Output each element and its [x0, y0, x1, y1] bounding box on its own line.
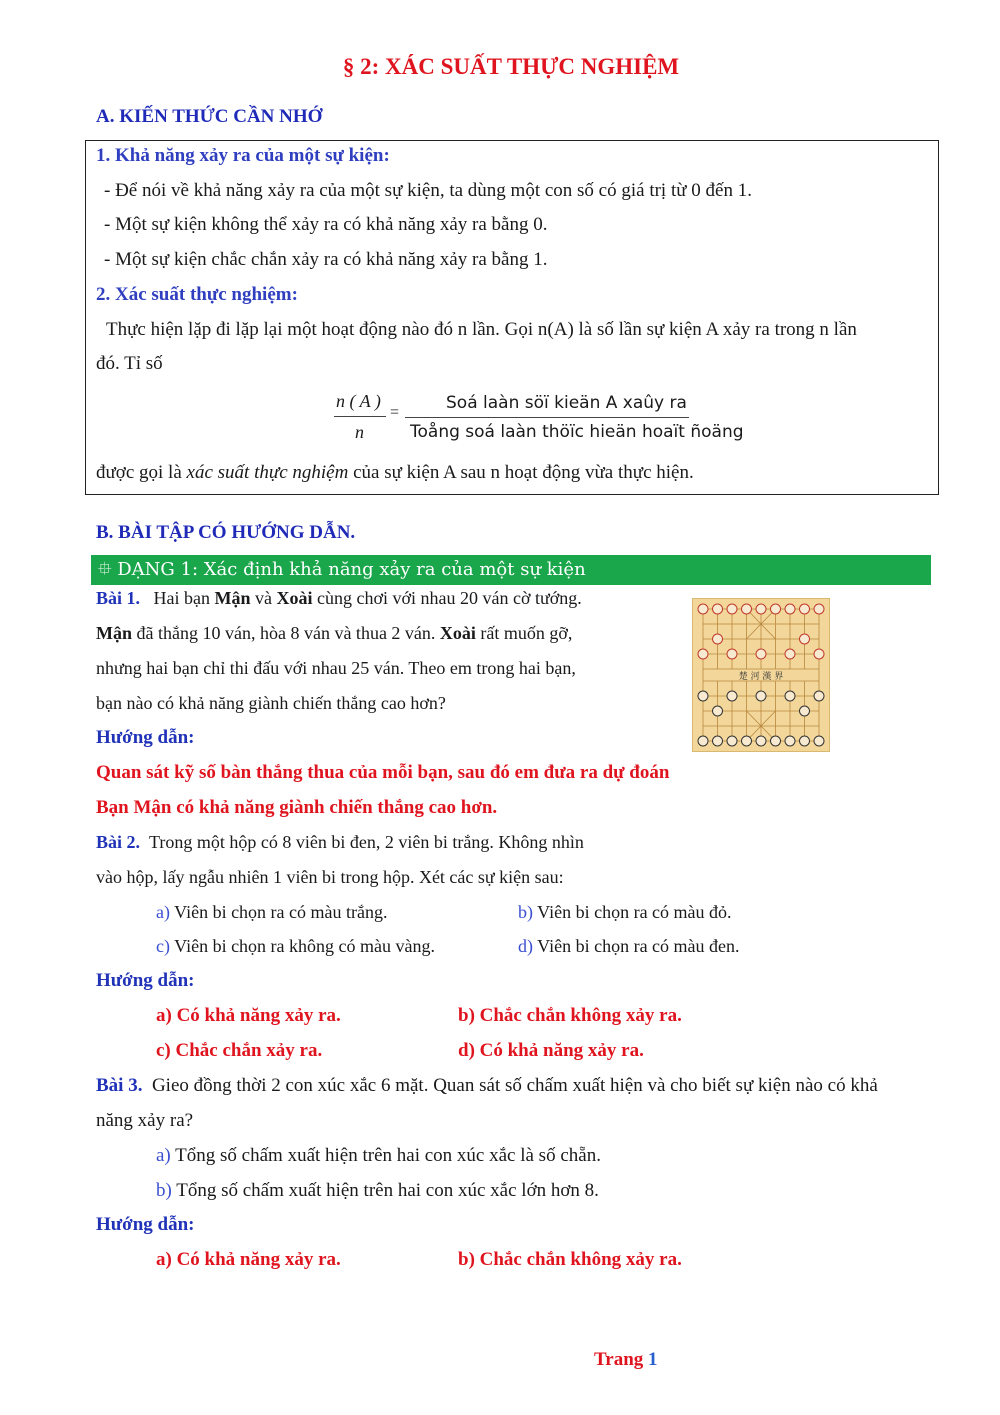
chess-board-drawing [693, 599, 829, 751]
bai1-line: bạn nào có khả năng giành chiến thắng cao hơn? [96, 693, 446, 713]
bai3-option: b) Tổng số chấm xuất hiện trên hai con xúc xắc lớn hơn 8. [156, 1180, 599, 1201]
item2-title: 2. Xác suất thực nghiệm: [96, 284, 298, 305]
bai1-line: nhưng hai bạn chỉ thi đấu với nhau 25 ván. Theo em trong hai bạn, [96, 658, 576, 678]
chinese-chess-board-image [692, 598, 830, 752]
formula-left-denominator: n [355, 422, 364, 442]
page-footer [594, 1349, 658, 1371]
bai1-line: Mận đã thắng 10 ván, hòa 8 ván và thua 2 ván. Xoài rất muốn gỡ, [96, 623, 573, 643]
item1-title: 1. Khả năng xảy ra của một sự kiện: [96, 145, 390, 166]
bai2-line: vào hộp, lấy ngẫu nhiên 1 viên bi trong hộp. Xét các sự kiện sau: [96, 867, 564, 887]
bai3-answer: b) Chắc chắn không xảy ra. [458, 1249, 682, 1270]
bai2-option: a) Viên bi chọn ra có màu trắng. [156, 902, 388, 922]
bai3-answer: a) Có khả năng xảy ra. [156, 1249, 341, 1270]
bai2-answer: b) Chắc chắn không xảy ra. [458, 1005, 682, 1026]
bai2-label: Bài 2. [96, 832, 141, 852]
bai2-answer: d) Có khả năng xảy ra. [458, 1040, 644, 1061]
formula-left-numerator: n ( A ) [336, 391, 381, 411]
bai3-line: năng xảy ra? [96, 1110, 194, 1131]
item2-line: đó. Tỉ số [96, 353, 163, 374]
item1-line: - Một sự kiện không thể xảy ra có khả năng xảy ra bằng 0. [104, 214, 548, 235]
bai3-label: Bài 3. [96, 1075, 143, 1096]
bai2-option: b) Viên bi chọn ra có màu đỏ. [518, 902, 732, 922]
page-number: 1 [648, 1349, 658, 1370]
item1-line: - Để nói về khả năng xảy ra của một sự kiện, ta dùng một con số có giá trị từ 0 đến 1. [104, 180, 752, 201]
section-a-heading: A. KIẾN THỨC CẦN NHỚ [96, 106, 323, 127]
bai3-option: a) Tổng số chấm xuất hiện trên hai con xúc xắc là số chẵn. [156, 1145, 601, 1166]
dang1-text: ⯐ DẠNG 1: Xác định khả năng xảy ra của một sự kiện [98, 559, 586, 580]
formula-right-denominator: Toång soá laàn thöïc hieän hoaït ñoäng [410, 422, 744, 442]
bai2-answer: c) Chắc chắn xảy ra. [156, 1040, 323, 1061]
formula-closing: được gọi là xác suất thực nghiệm của sự kiện A sau n hoạt động vừa thực hiện. [96, 462, 694, 483]
dang1-banner [91, 555, 931, 585]
formula-left-bar [334, 416, 386, 417]
formula-right-bar [405, 417, 689, 418]
bai2-answer: a) Có khả năng xảy ra. [156, 1005, 341, 1026]
bai1-answer: Bạn Mận có khả năng giành chiến thắng cao hơn. [96, 797, 498, 818]
formula-right-numerator: Soá laàn söï kieän A xaûy ra [446, 393, 687, 413]
bai2-line: Bài 2. Trong một hộp có 8 viên bi đen, 2 viên bi trắng. Không nhìn [96, 832, 584, 852]
bai1-answer: Quan sát kỹ số bàn thắng thua của mỗi bạn, sau đó em đưa ra dự đoán [96, 762, 670, 783]
footer-word: Trang [594, 1349, 644, 1370]
page-title: § 2: XÁC SUẤT THỰC NGHIỆM [342, 54, 680, 79]
item2-line: Thực hiện lặp đi lặp lại một hoạt động nào đó n lần. Gọi n(A) là số lần sự kiện A xảy ra trong n lần [106, 319, 857, 340]
bai1-label: Bài 1. [96, 588, 141, 608]
bai3-line: Bài 3. Gieo đồng thời 2 con xúc xắc 6 mặt. Quan sát số chấm xuất hiện và cho biết sự kiện nào có khả [96, 1075, 878, 1096]
bai2-option: d) Viên bi chọn ra có màu đen. [518, 936, 740, 956]
bai1-guide: Hướng dẫn: [96, 727, 195, 748]
bai2-option: c) Viên bi chọn ra không có màu vàng. [156, 936, 436, 956]
bai1-line: Bài 1. Hai bạn Mận và Xoài cùng chơi với nhau 20 ván cờ tướng. [96, 588, 582, 608]
bai2-guide: Hướng dẫn: [96, 970, 195, 991]
section-b-heading: B. BÀI TẬP CÓ HƯỚNG DẪN. [96, 522, 356, 543]
term-experimental-probability: xác suất thực nghiệm [186, 462, 349, 483]
item1-line: - Một sự kiện chắc chắn xảy ra có khả năng xảy ra bằng 1. [104, 249, 548, 270]
formula-equals: = [390, 404, 400, 421]
chess-river-text: 楚 河 漢 界 [738, 672, 784, 682]
bai3-guide: Hướng dẫn: [96, 1214, 195, 1235]
